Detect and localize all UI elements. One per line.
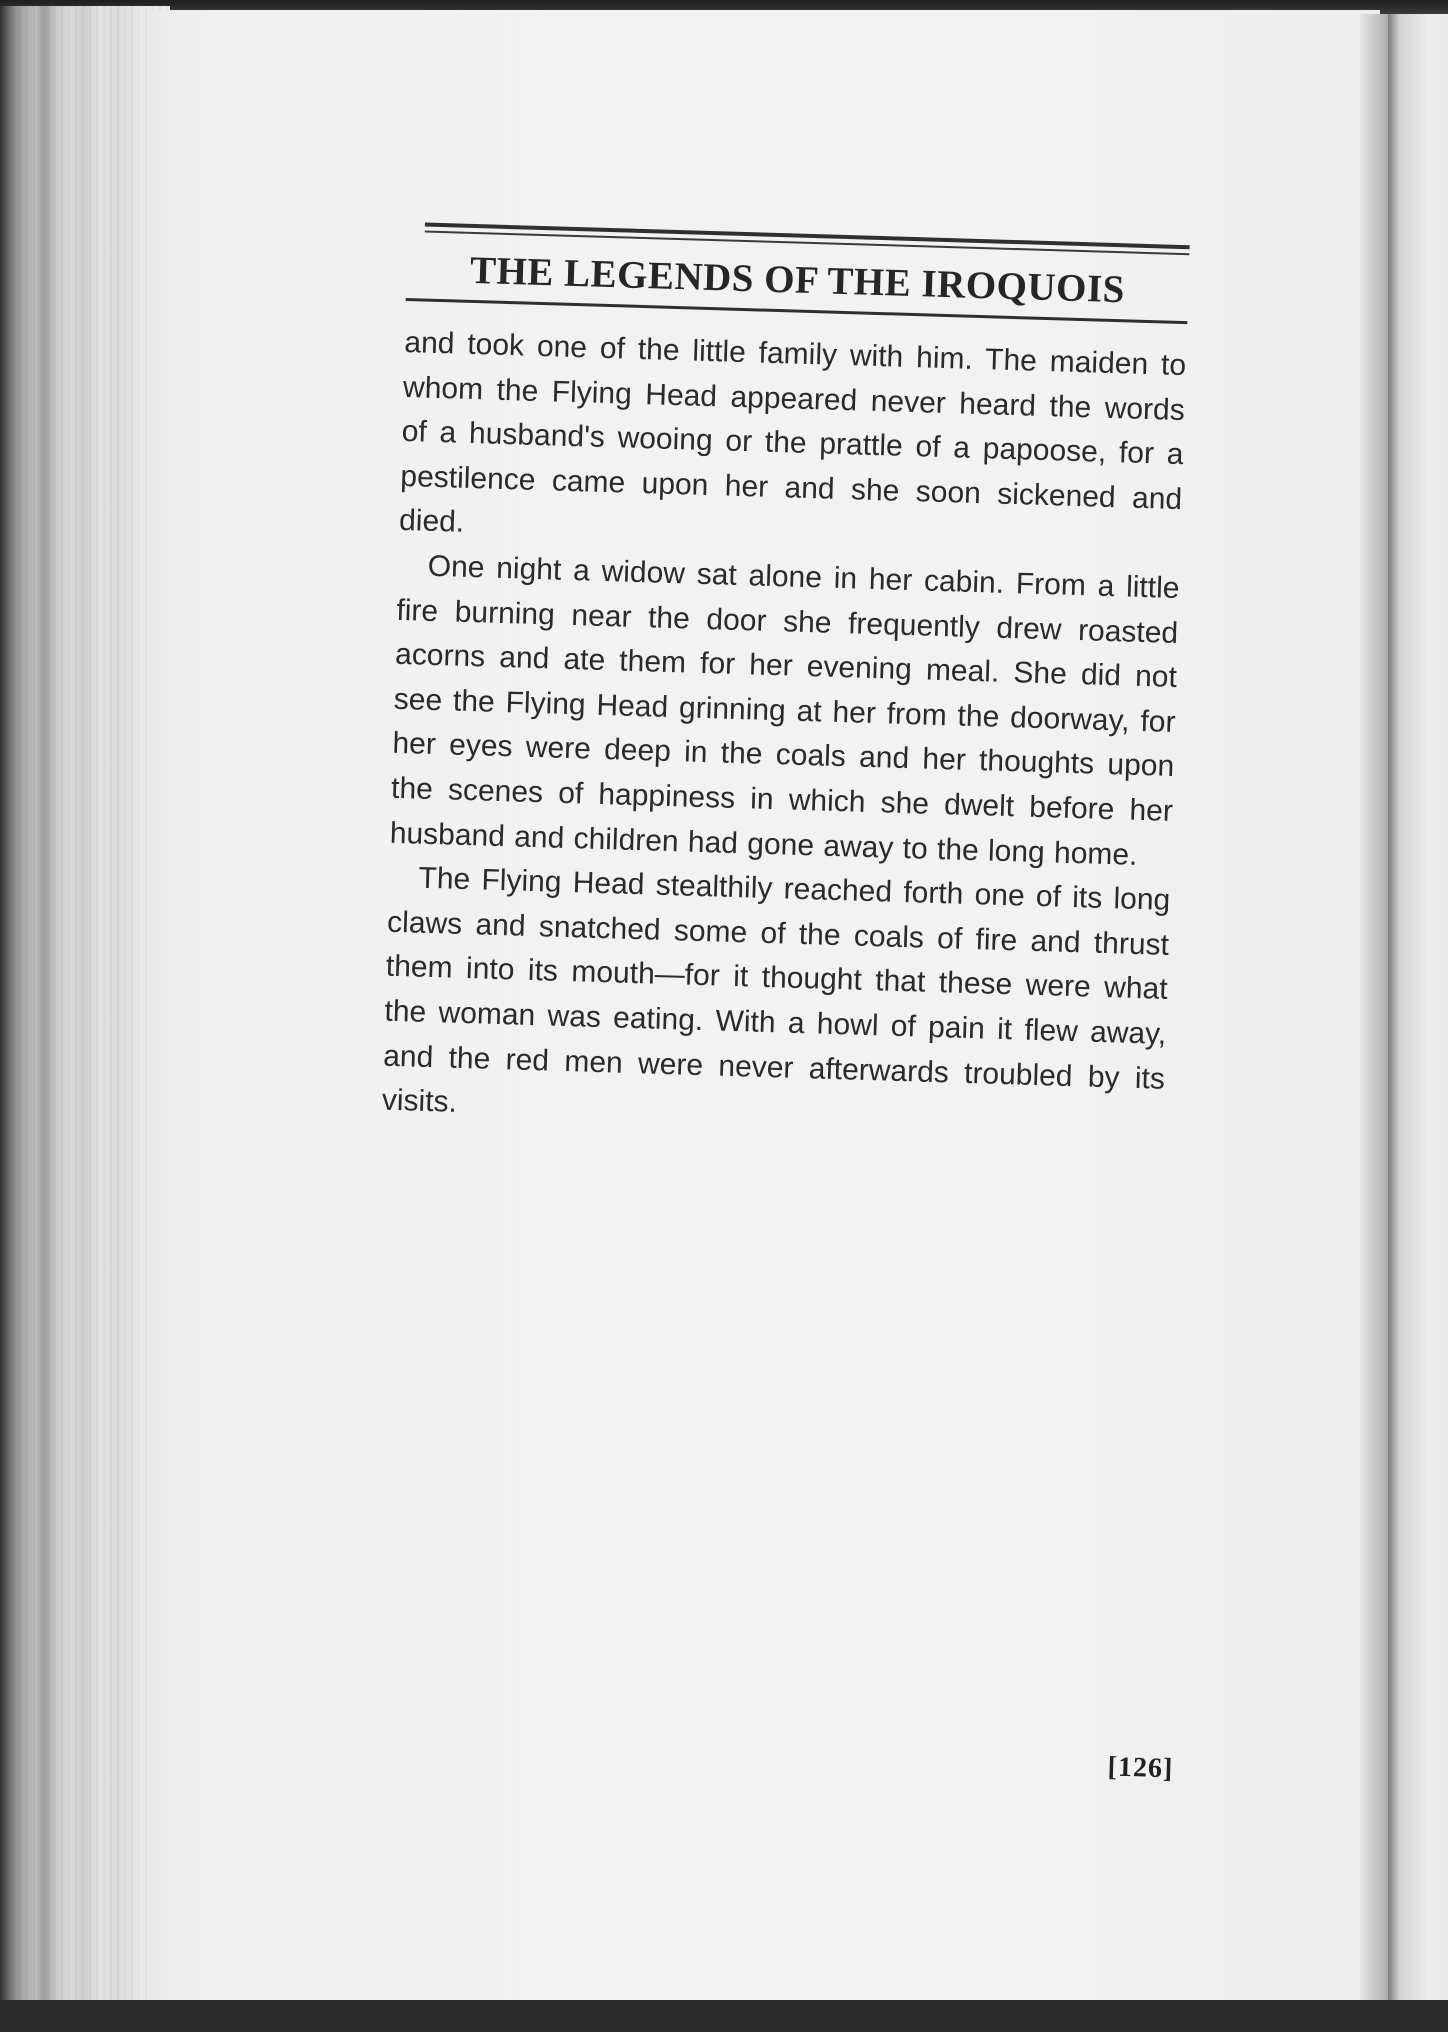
running-head: THE LEGENDS OF THE IROQUOIS bbox=[469, 248, 1126, 312]
body-text bbox=[381, 321, 1186, 1147]
adjacent-page-edge bbox=[1388, 14, 1448, 2004]
gutter-shadow-right bbox=[1360, 14, 1390, 2004]
paragraph: and took one of the little family with him. The maiden to whom the Flying Head appeared never heard the words of a husband's wooing or the prattle of a papoose, for a pestilence came upon her and she soon sickened and died. bbox=[398, 325, 1187, 540]
page-number: [126] bbox=[1107, 1751, 1174, 1785]
paragraph: One night a widow sat alone in her cabin. From a little fire burning near the door she frequently drew roasted acorns and ate them for her evening meal. She did not see the Flying Head grinning at her from the doorway, for her eyes were deep in the coals and her thoughts upon the scenes of happiness in which she dwelt before her husband and children had gone away to the long home. bbox=[389, 549, 1180, 872]
page-edges-left bbox=[0, 6, 170, 2002]
text-block bbox=[381, 222, 1189, 1785]
scan-bottom-border bbox=[0, 2000, 1448, 2032]
paragraph: The Flying Head stealthily reached forth one of its long claws and snatched some of the coals of fire and thrust them into its mouth—for it thought that these were what the woman was eating. With a howl of pain it flew away, and the red men were never afterwards troubled by its visits. bbox=[381, 861, 1171, 1119]
